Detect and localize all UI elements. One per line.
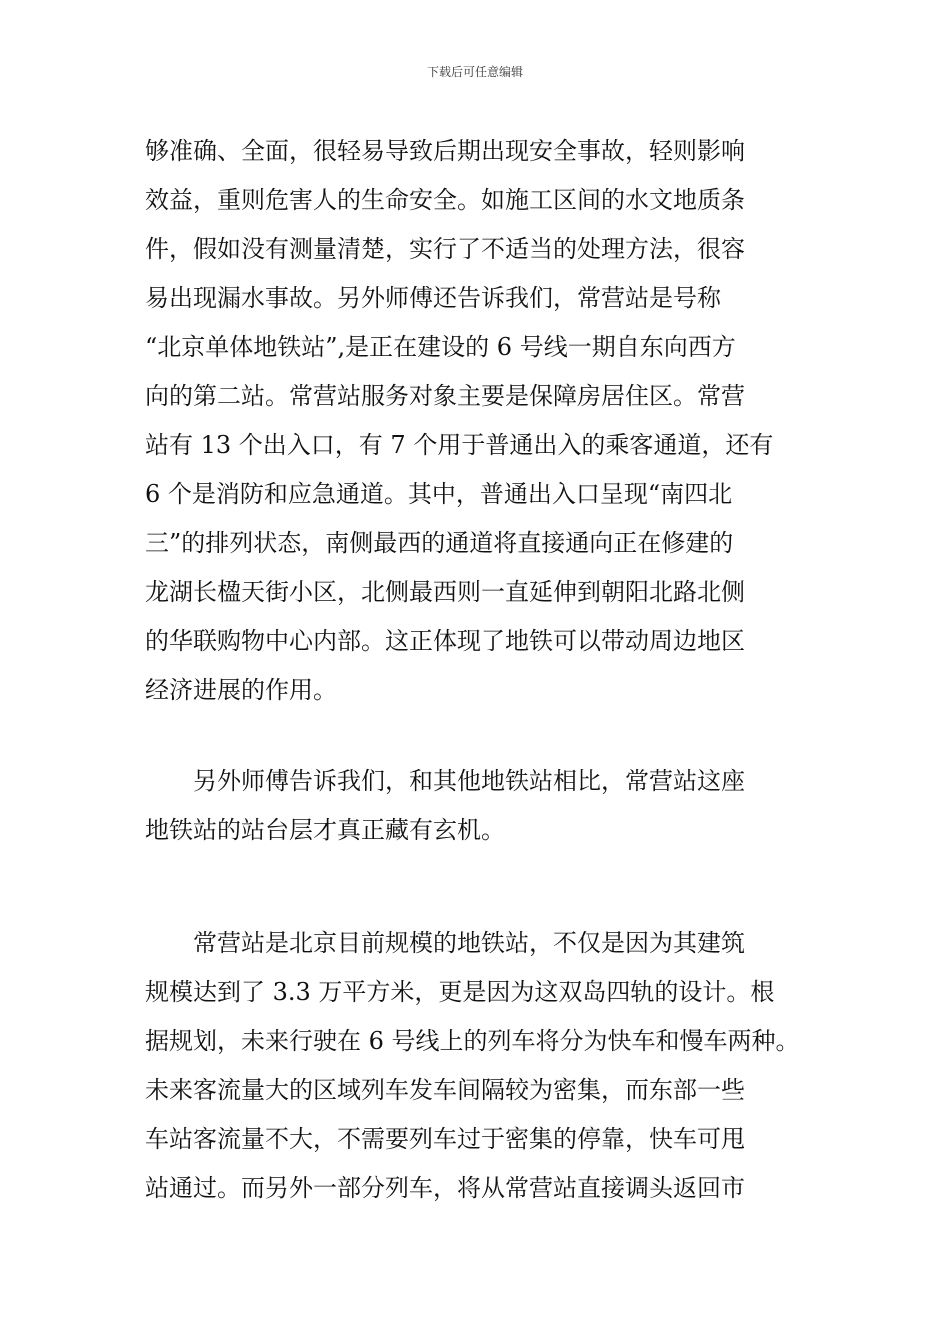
text-line: 易出现漏水事故。另外师傅还告诉我们，常营站是号称 [145, 284, 721, 312]
text-line: 未来客流量大的区域列车发车间隔较为密集，而东部一些 [145, 1076, 745, 1104]
text-line: 另外师傅告诉我们，和其他地铁站相比，常营站这座 [145, 767, 745, 795]
text-line: 地铁站的站台层才真正藏有玄机。 [145, 816, 505, 844]
text-line: 件，假如没有测量清楚，实行了不适当的处理方法，很容 [145, 235, 745, 263]
page-header: 下载后可任意编辑 [426, 65, 523, 79]
text-line: 规模达到了 3.3 万平方米，更是因为这双岛四轨的设计。根 [145, 978, 775, 1006]
text-line: 站通过。而另外一部分列车，将从常营站直接调头返回市 [145, 1174, 745, 1202]
text-line: 常营站是北京目前规模的地铁站，不仅是因为其建筑 [145, 929, 745, 957]
text-line: “北京单体地铁站”,是正在建设的 6 号线一期自东向西方 [145, 333, 736, 361]
text-line: 经济进展的作用。 [145, 676, 337, 704]
text-line: 车站客流量不大，不需要列车过于密集的停靠，快车可甩 [145, 1125, 745, 1153]
text-line: 效益，重则危害人的生命安全。如施工区间的水文地质条 [145, 186, 745, 214]
text-line: 龙湖长楹天街小区，北侧最西则一直延伸到朝阳北路北侧 [145, 578, 745, 606]
text-line: 三”的排列状态，南侧最西的通道将直接通向正在修建的 [145, 529, 734, 557]
paragraph-3 [145, 919, 815, 1213]
paragraph-2 [145, 757, 815, 855]
text-line: 站有 13 个出入口，有 7 个用于普通出入的乘客通道，还有 [145, 431, 774, 459]
text-line: 6 个是消防和应急通道。其中，普通出入口呈现“南四北 [145, 480, 733, 508]
text-line: 的华联购物中心内部。这正体现了地铁可以带动周边地区 [145, 627, 745, 655]
paragraph-1 [145, 127, 815, 715]
text-line: 据规划，未来行驶在 6 号线上的列车将分为快车和慢车两种。 [145, 1027, 800, 1055]
text-line: 够准确、全面，很轻易导致后期出现安全事故，轻则影响 [145, 137, 745, 165]
text-line: 向的第二站。常营站服务对象主要是保障房居住区。常营 [145, 382, 745, 410]
